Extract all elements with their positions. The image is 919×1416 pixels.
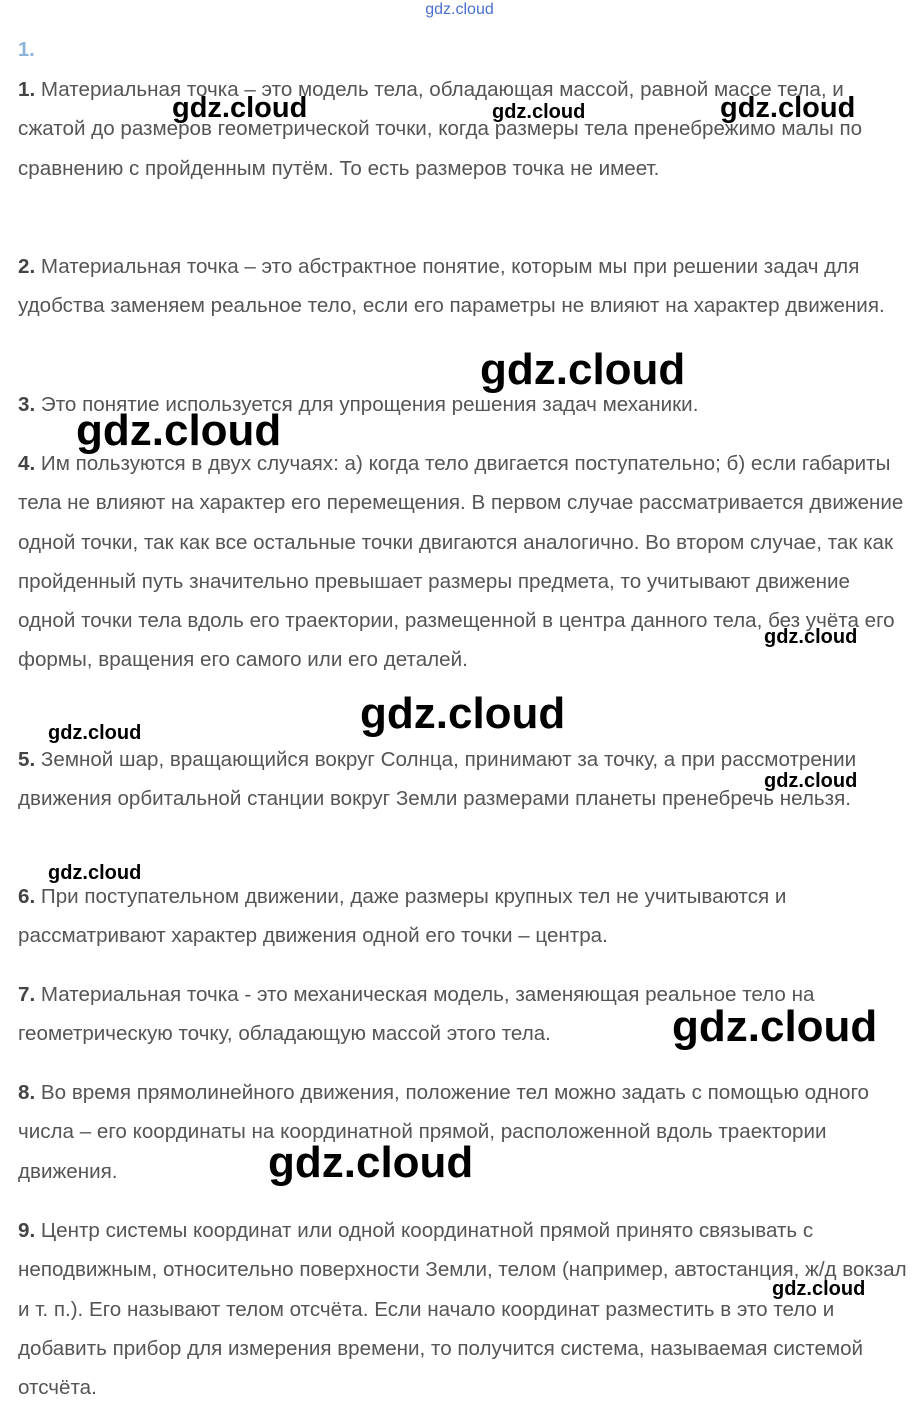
task-heading: 1. xyxy=(18,39,35,61)
watermark: gdz.cloud xyxy=(720,92,856,124)
watermark: gdz.cloud xyxy=(480,345,686,394)
answer-number: 9. xyxy=(18,1219,36,1242)
site-watermark-top: gdz.cloud xyxy=(425,1,494,18)
answer-number: 6. xyxy=(18,885,36,908)
answer-number: 5. xyxy=(18,748,36,771)
watermark: gdz.cloud xyxy=(360,689,566,738)
answer-text: Центр системы координат или одной координатной прямой принято связывать с неподвижным, относительно поверхности Земли, телом (например, автостанция, ж/д вокзал и т. п.). Его называют телом отсчёта. Если начало координат разместить в это тело и добавить прибор для измерения времени, то получится система, называемая системой отсчёта. xyxy=(18,1219,907,1400)
watermark: gdz.cloud xyxy=(764,770,858,792)
answer-number: 4. xyxy=(18,452,36,475)
watermark: gdz.cloud xyxy=(48,722,142,744)
answer-number: 7. xyxy=(18,983,36,1006)
watermark: gdz.cloud xyxy=(492,101,586,123)
answer-item-2 xyxy=(18,247,913,326)
answer-item-1 xyxy=(18,70,913,188)
watermark: gdz.cloud xyxy=(76,406,282,455)
answer-text: Им пользуются в двух случаях: а) когда тело двигается поступательно; б) если габариты тела не влияют на характер его перемещения. В первом случае рассматривается движение одной точки, так как все остальные точки двигаются аналогично. Во втором случае, так как пройденный путь значительно превышает размеры предмета, то учитывают движение одной точки тела вдоль его траектории, размещенной в центра данного тела, без учёта его формы, вращения его самого или его деталей. xyxy=(18,452,904,672)
answer-text: Земной шар, вращающийся вокруг Солнца, принимают за точку, а при рассмотрении движения орбитальной станции вокруг Земли размерами планеты пренебречь нельзя. xyxy=(18,748,857,811)
answer-item-9 xyxy=(18,1211,913,1407)
watermark: gdz.cloud xyxy=(764,626,858,648)
watermark: gdz.cloud xyxy=(672,1002,878,1051)
answer-text: При поступательном движении, даже размеры крупных тел не учитываются и рассматривают характер движения одной его точки – центра. xyxy=(18,885,787,948)
answer-number: 2. xyxy=(18,255,36,278)
answer-text: Материальная точка – это модель тела, обладающая массой, равной массе тела, и сжатой до размеров геометрической точки, когда размеры тела пренебрежимо малы по сравнению с пройденным путём. То есть размеров точка не имеет. xyxy=(18,78,863,180)
watermark: gdz.cloud xyxy=(48,862,142,884)
watermark: gdz.cloud xyxy=(172,92,308,124)
answer-item-6 xyxy=(18,877,913,956)
watermark: gdz.cloud xyxy=(268,1138,474,1187)
answer-number: 8. xyxy=(18,1081,36,1104)
answer-text: Это понятие используется для упрощения решения задач механики. xyxy=(40,393,699,416)
answer-text: Материальная точка - это механическая модель, заменяющая реальное тело на геометрическую точку, обладающую массой этого тела. xyxy=(18,983,815,1046)
answer-number: 1. xyxy=(18,78,36,101)
watermark: gdz.cloud xyxy=(772,1278,866,1300)
answer-text: Во время прямолинейного движения, положение тел можно задать с помощью одного числа – его координаты на координатной прямой, расположенной вдоль траектории движения. xyxy=(18,1081,870,1183)
answer-number: 3. xyxy=(18,393,36,416)
answer-text: Материальная точка – это абстрактное понятие, которым мы при решении задач для удобства заменяем реальное тело, если его параметры не влияют на характер движения. xyxy=(18,255,885,318)
